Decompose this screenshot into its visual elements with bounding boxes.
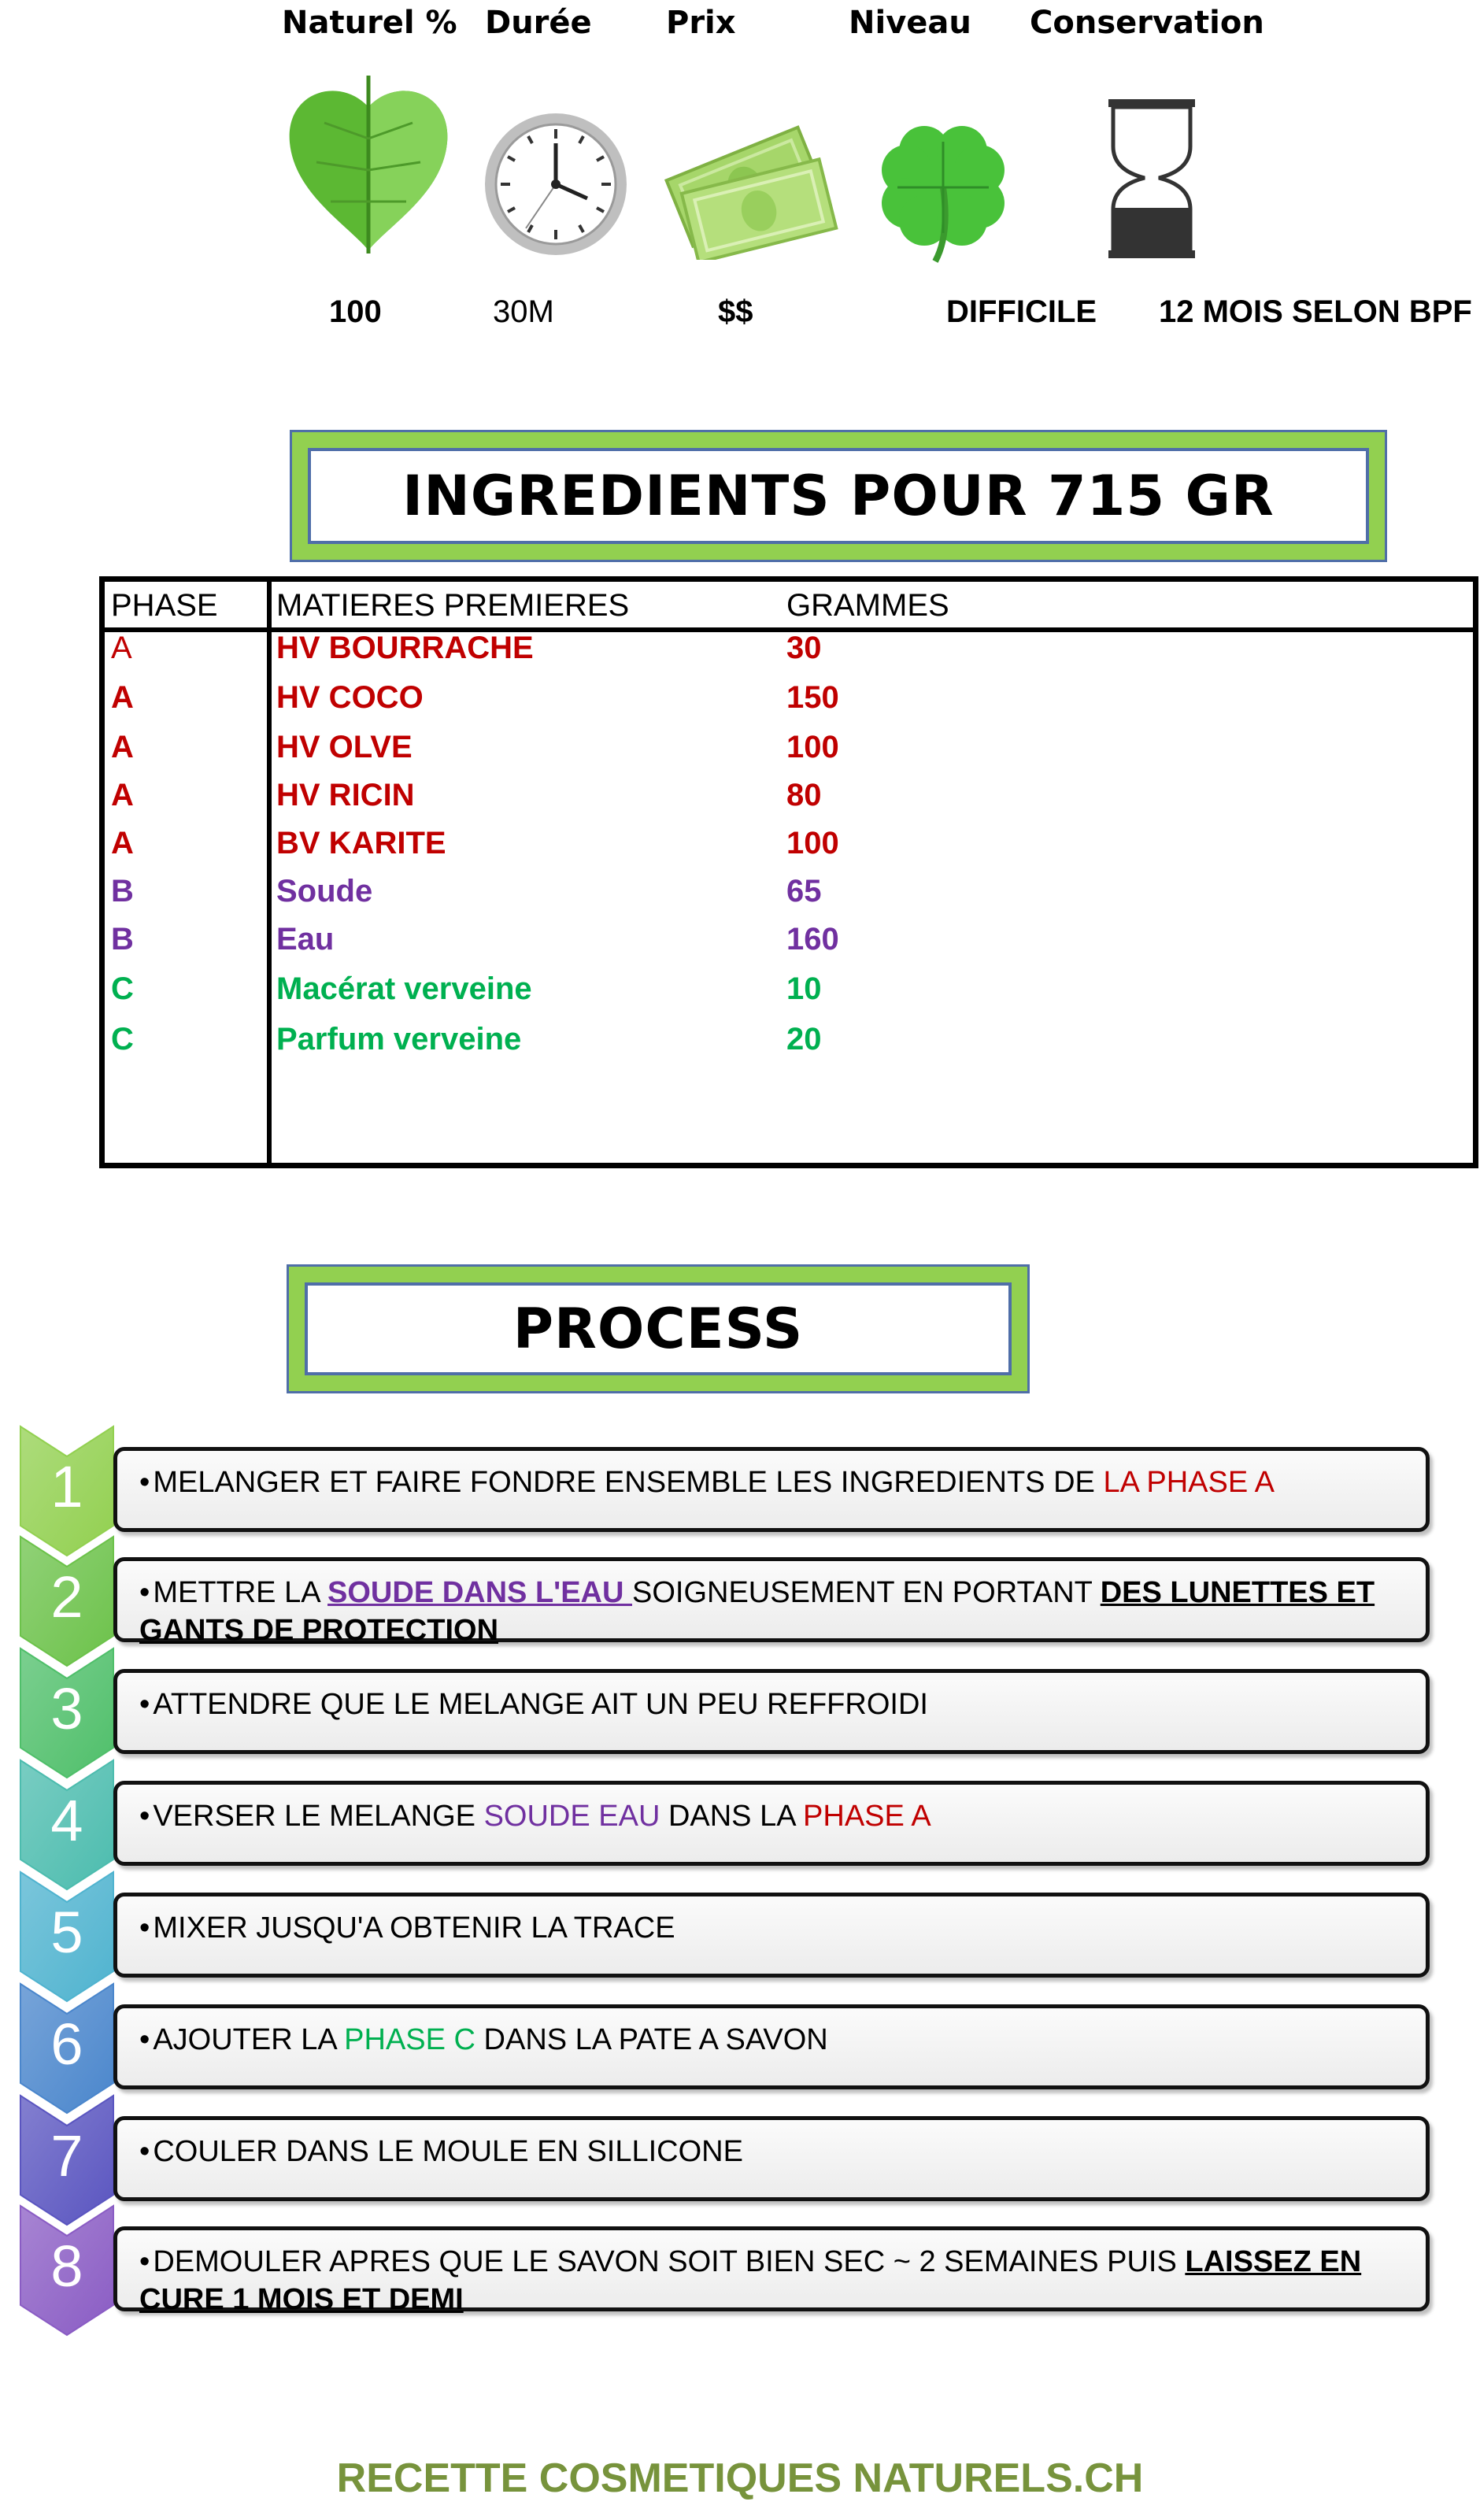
step-text: COULER DANS LE MOULE EN SILLICONE: [153, 2135, 743, 2168]
header-matieres: MATIERES PREMIERES: [276, 588, 630, 623]
step-bullet: •: [139, 2135, 150, 2168]
table-row: [105, 971, 1473, 1016]
process-step: [17, 2111, 1434, 2212]
cell-phase: A: [111, 680, 134, 715]
step-number: 5: [50, 1900, 83, 1965]
value-niveau: DIFFICILE: [946, 294, 1097, 329]
process-step: [17, 1888, 1434, 1989]
step-text: DANS LA PATE A SAVON: [475, 2023, 828, 2056]
value-naturel: 100: [329, 294, 382, 329]
cell-grams: 20: [786, 1022, 822, 1056]
step-text: DANS LA: [660, 1800, 804, 1833]
step-text: METTRE LA: [153, 1576, 328, 1609]
step-text-box: [113, 1669, 1430, 1754]
step-bullet: •: [139, 1911, 150, 1945]
cell-grams: 30: [786, 631, 822, 665]
step-text: LA PHASE A: [1103, 1466, 1275, 1499]
step-text: DES LUNETTES ET GANTS DE PROTECTION: [139, 1576, 1375, 1647]
label-duree: Durée: [485, 5, 592, 41]
process-step: [17, 1664, 1434, 1765]
clock-icon: [479, 110, 633, 258]
step-text-box: [113, 1893, 1430, 1978]
value-conservation: 12 MOIS SELON BPF: [1159, 294, 1472, 329]
cell-grams: 65: [786, 874, 822, 908]
table-row: [105, 922, 1473, 966]
label-naturel: Naturel %: [282, 5, 457, 41]
step-text-box: [113, 1447, 1430, 1532]
step-number: 1: [50, 1454, 83, 1519]
cell-grams: 100: [786, 730, 839, 764]
value-duree: 30M: [493, 294, 554, 329]
cell-ingredient: HV BOURRACHE: [276, 631, 534, 665]
step-text: PHASE C: [344, 2023, 475, 2056]
step-bullet: •: [139, 1688, 150, 1721]
cell-phase: B: [111, 922, 134, 957]
step-number: 3: [50, 1676, 83, 1741]
value-prix: $$: [718, 294, 753, 329]
cell-grams: 10: [786, 971, 822, 1006]
cell-ingredient: Soude: [276, 874, 373, 908]
step-text: MIXER JUSQU'A OBTENIR LA TRACE: [153, 1911, 675, 1945]
footer-brand: RECETTE COSMETIQUES NATURELS.CH: [336, 2455, 1144, 2501]
ingredients-title: INGREDIENTS POUR 715 GR: [308, 448, 1369, 544]
step-number: 7: [50, 2123, 83, 2189]
step-text: SOIGNEUSEMENT EN PORTANT: [632, 1576, 1101, 1609]
process-title: PROCESS: [305, 1282, 1012, 1375]
cell-phase: A: [111, 631, 132, 665]
step-text: MELANGER ET FAIRE FONDRE ENSEMBLE LES INGREDIENTS DE: [153, 1466, 1104, 1499]
cell-ingredient: Eau: [276, 922, 335, 957]
step-number: 4: [50, 1788, 83, 1853]
process-title-box: [287, 1264, 1030, 1393]
step-text-box: [113, 2226, 1430, 2316]
process-step: [17, 1776, 1434, 1877]
cell-phase: C: [111, 1022, 134, 1056]
step-bullet: •: [139, 1576, 150, 1609]
step-text: VERSER LE MELANGE: [153, 1800, 484, 1833]
cell-ingredient: BV KARITE: [276, 826, 446, 860]
table-row: [105, 778, 1473, 822]
step-text-box: [113, 2116, 1430, 2201]
step-bullet: •: [139, 2023, 150, 2056]
cell-grams: 80: [786, 778, 822, 812]
cell-phase: A: [111, 730, 134, 764]
process-step: [17, 2000, 1434, 2100]
process-step: [17, 1442, 1434, 1543]
table-row: [105, 1022, 1473, 1066]
cell-phase: A: [111, 826, 134, 860]
table-row: [105, 826, 1473, 870]
hourglass-icon: [1105, 99, 1198, 258]
header-phase: PHASE: [111, 588, 218, 623]
clover-icon: [866, 110, 1020, 265]
step-text: DEMOULER APRES QUE LE SAVON SOIT BIEN SEC ~ 2 SEMAINES PUIS: [153, 2245, 1186, 2278]
cell-grams: 100: [786, 826, 839, 860]
process-step: [17, 1552, 1434, 1653]
step-bullet: •: [139, 1800, 150, 1833]
header-grammes: GRAMMES: [786, 588, 949, 623]
cell-phase: B: [111, 874, 134, 908]
step-number: 8: [50, 2233, 83, 2299]
cell-ingredient: Macérat verveine: [276, 971, 532, 1006]
step-bullet: •: [139, 2245, 150, 2278]
step-text-box: [113, 1781, 1430, 1866]
step-text-box: [113, 1557, 1430, 1647]
step-chevron: [17, 2204, 117, 2337]
table-row: [105, 874, 1473, 918]
cell-ingredient: HV COCO: [276, 680, 424, 715]
step-text: AJOUTER LA: [153, 2023, 345, 2056]
label-conservation: Conservation: [1030, 5, 1264, 41]
step-text: ATTENDRE QUE LE MELANGE AIT UN PEU REFFROIDI: [153, 1688, 928, 1721]
label-prix: Prix: [666, 5, 736, 41]
cell-ingredient: HV OLVE: [276, 730, 413, 764]
cell-ingredient: Parfum verveine: [276, 1022, 522, 1056]
step-number: 2: [50, 1564, 83, 1630]
step-bullet: •: [139, 1466, 150, 1499]
process-step: [17, 2222, 1434, 2322]
step-text: LAISSEZ EN CURE 1 MOIS ET DEMI: [139, 2245, 1362, 2316]
cell-grams: 150: [786, 680, 839, 715]
step-text: PHASE A: [803, 1800, 931, 1833]
label-niveau: Niveau: [849, 5, 971, 41]
cell-grams: 160: [786, 922, 839, 957]
ingredients-table: [99, 576, 1478, 1168]
table-row: [105, 680, 1473, 724]
cell-phase: A: [111, 778, 134, 812]
leaf-icon: [285, 76, 452, 258]
step-text: SOUDE EAU: [483, 1800, 660, 1833]
step-number: 6: [50, 2011, 83, 2077]
ingredients-title-box: [290, 430, 1387, 562]
table-row: [105, 631, 1473, 675]
step-text: SOUDE DANS L'EAU: [327, 1576, 632, 1609]
step-text-box: [113, 2004, 1430, 2089]
table-row: [105, 730, 1473, 774]
cell-ingredient: HV RICIN: [276, 778, 415, 812]
cell-phase: C: [111, 971, 134, 1006]
banknotes-icon: [652, 118, 841, 260]
